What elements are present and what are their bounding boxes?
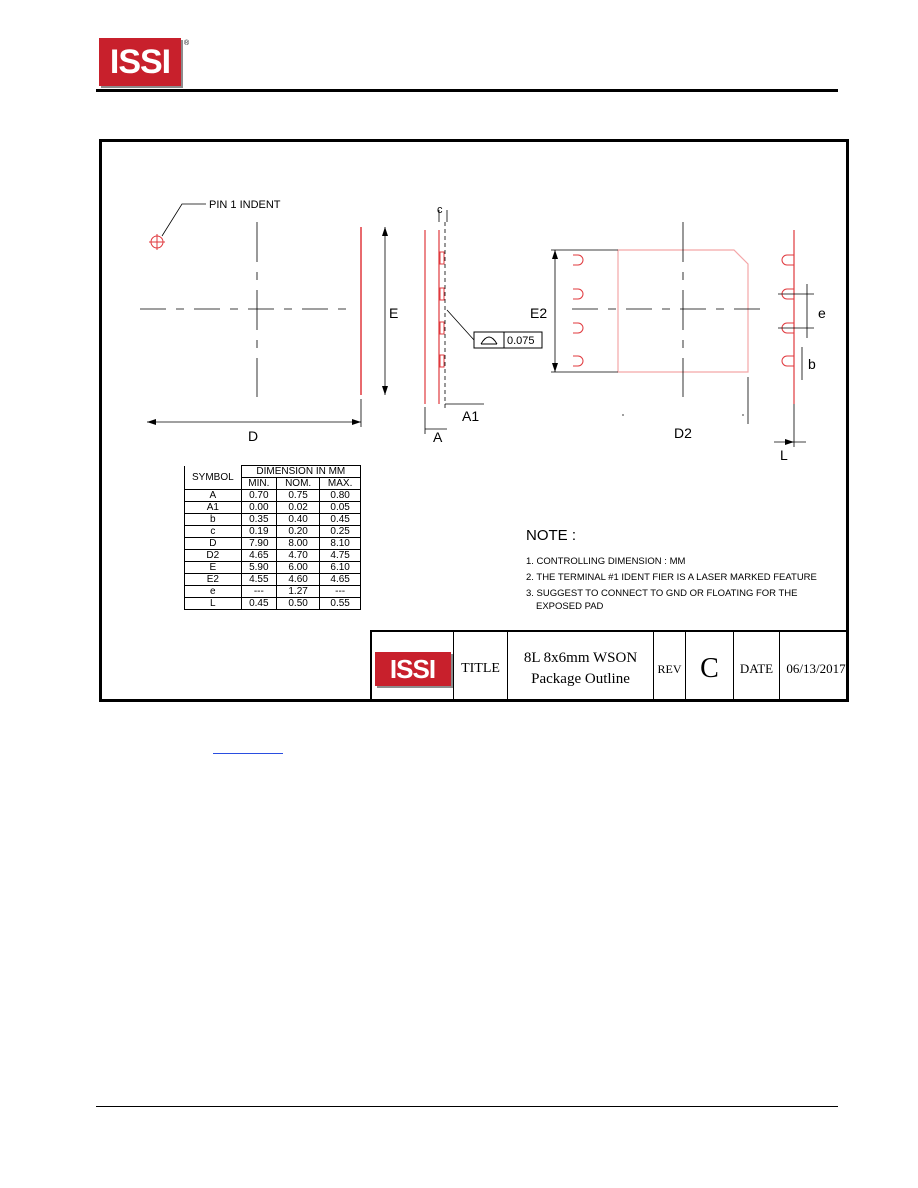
- table-cell-nom: 0.40: [276, 514, 319, 526]
- flatness-value: 0.075: [507, 335, 535, 347]
- rev-label: REV: [654, 632, 686, 702]
- table-row: [185, 574, 361, 586]
- table-cell-symbol: E2: [185, 574, 242, 586]
- dim-E2-label: E2: [530, 305, 548, 321]
- table-cell-max: 0.05: [320, 502, 361, 514]
- table-cell-nom: 0.02: [276, 502, 319, 514]
- table-cell-min: 7.90: [241, 538, 276, 550]
- table-row: [185, 550, 361, 562]
- table-cell-nom: 4.70: [276, 550, 319, 562]
- table-cell-min: 0.70: [241, 490, 276, 502]
- dim-e-label: e: [818, 305, 826, 321]
- note-3-continuation: EXPOSED PAD: [536, 601, 604, 612]
- table-cell-symbol: L: [185, 598, 242, 610]
- top-view: [140, 199, 398, 444]
- table-cell-symbol: A: [185, 490, 242, 502]
- dim-A-label: A: [433, 429, 443, 445]
- logo-text: ISSI: [109, 43, 171, 81]
- table-cell-max: 0.25: [320, 526, 361, 538]
- table-cell-max: ---: [320, 586, 361, 598]
- title-label: TITLE: [454, 632, 508, 702]
- table-cell-symbol: E: [185, 562, 242, 574]
- notes-title: NOTE :: [526, 527, 577, 544]
- dimension-group-header: DIMENSION IN MM: [241, 466, 360, 478]
- table-row: [185, 598, 361, 610]
- note-1: 1. CONTROLLING DIMENSION : MM: [526, 556, 686, 567]
- title-block-logo-text: ISSI: [389, 653, 436, 684]
- table-cell-symbol: D2: [185, 550, 242, 562]
- table-cell-max: 8.10: [320, 538, 361, 550]
- table-cell-nom: 0.50: [276, 598, 319, 610]
- date-value: 06/13/2017: [786, 661, 846, 676]
- table-cell-nom: 0.20: [276, 526, 319, 538]
- table-cell-nom: 6.00: [276, 562, 319, 574]
- table-cell-max: 0.55: [320, 598, 361, 610]
- title-block-logo-cell: [372, 632, 454, 702]
- table-cell-nom: 1.27: [276, 586, 319, 598]
- footer-rule: [96, 1106, 838, 1107]
- dim-E-label: E: [389, 305, 399, 321]
- table-cell-nom: 4.60: [276, 574, 319, 586]
- mechanical-drawing: [102, 142, 846, 699]
- title-block: [370, 630, 849, 702]
- bottom-view: [530, 222, 826, 463]
- table-row: [185, 538, 361, 550]
- table-cell-nom: 8.00: [276, 538, 319, 550]
- table-row: [185, 562, 361, 574]
- table-cell-min: 4.65: [241, 550, 276, 562]
- table-cell-symbol: e: [185, 586, 242, 598]
- side-view: [425, 204, 542, 445]
- table-row: [185, 586, 361, 598]
- table-cell-min: 4.55: [241, 574, 276, 586]
- table-row: [185, 514, 361, 526]
- table-cell-symbol: D: [185, 538, 242, 550]
- note-3: 3. SUGGEST TO CONNECT TO GND OR FLOATING FOR THE: [526, 588, 798, 599]
- table-cell-max: 4.75: [320, 550, 361, 562]
- table-cell-max: 0.45: [320, 514, 361, 526]
- pin1-indent-label: PIN 1 INDENT: [209, 199, 281, 211]
- table-cell-min: 0.19: [241, 526, 276, 538]
- title-block-issi-logo: [375, 652, 451, 686]
- table-cell-min: 0.45: [241, 598, 276, 610]
- dim-L-label: L: [780, 447, 788, 463]
- rev-value: C: [686, 632, 734, 702]
- table-cell-symbol: b: [185, 514, 242, 526]
- symbol-header: SYMBOL: [185, 466, 242, 490]
- notes-section: [526, 527, 817, 612]
- hyperlink-underline[interactable]: [213, 753, 283, 754]
- dim-A1-label: A1: [462, 408, 480, 424]
- issi-logo: [99, 38, 181, 86]
- title-line-2: Package Outline: [531, 671, 630, 687]
- table-cell-max: 4.65: [320, 574, 361, 586]
- table-cell-min: 0.35: [241, 514, 276, 526]
- table-cell-nom: 0.75: [276, 490, 319, 502]
- table-cell-min: ---: [241, 586, 276, 598]
- title-line-1: 8L 8x6mm WSON: [523, 650, 638, 666]
- dim-D-label: D: [248, 428, 259, 444]
- table-cell-max: 0.80: [320, 490, 361, 502]
- registered-mark: ®: [184, 40, 190, 47]
- table-cell-min: 5.90: [241, 562, 276, 574]
- table-cell-symbol: c: [185, 526, 242, 538]
- dim-D2-label: D2: [674, 425, 692, 441]
- title-description: [508, 632, 654, 702]
- col-nom-header: NOM.: [276, 478, 319, 490]
- package-outline-drawing: [99, 139, 849, 702]
- dimension-table: [184, 465, 361, 610]
- table-row: [185, 526, 361, 538]
- col-min-header: MIN.: [241, 478, 276, 490]
- table-cell-min: 0.00: [241, 502, 276, 514]
- table-cell-symbol: A1: [185, 502, 242, 514]
- date-label: DATE: [734, 632, 780, 702]
- dim-c-label: c: [437, 204, 443, 216]
- table-row: [185, 490, 361, 502]
- table-row: [185, 502, 361, 514]
- dim-b-label: b: [808, 356, 816, 372]
- col-max-header: MAX.: [320, 478, 361, 490]
- note-2: 2. THE TERMINAL #1 IDENT FIER IS A LASER MARKED FEATURE: [526, 572, 817, 583]
- header-rule: [96, 89, 838, 92]
- table-cell-max: 6.10: [320, 562, 361, 574]
